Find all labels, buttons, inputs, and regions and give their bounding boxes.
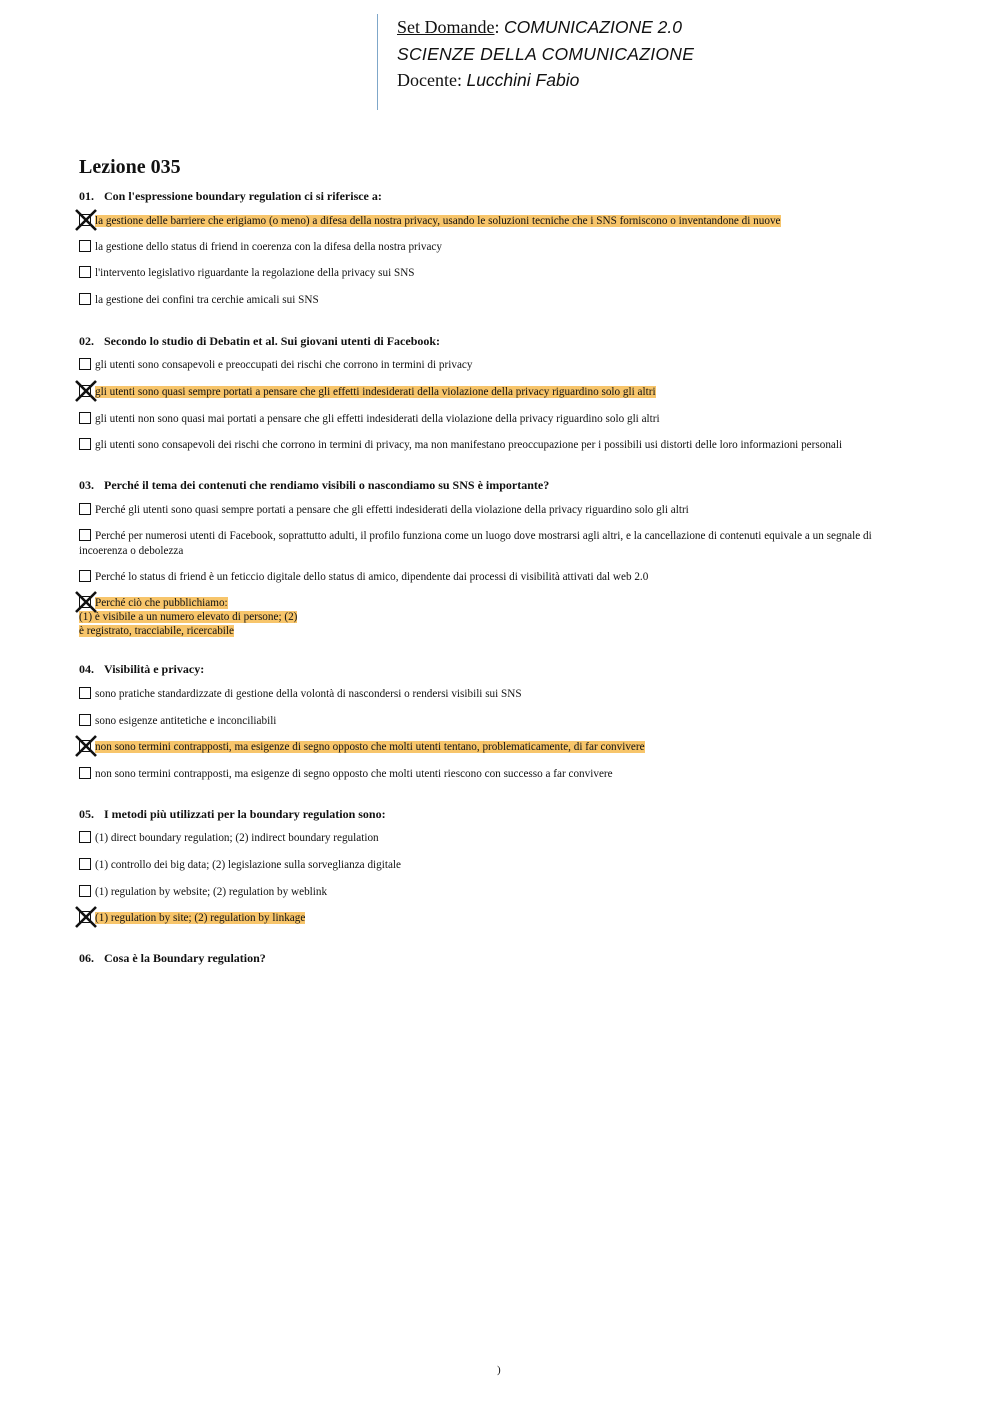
teacher-name: Lucchini Fabio [466,70,580,90]
option-text: gli utenti sono consapevoli e preoccupati dei rischi che corrono in termini di privacy [95,359,473,371]
option-text: Perché per numerosi utenti di Facebook, soprattutto adulti, il profilo funziona come un luogo dove mostrarsi agli altri, e la cancellazione di contenuti equivale a un segnale di incoerenza o debolezza [79,530,872,557]
checkbox-checked[interactable] [79,911,91,923]
option-text: gli utenti non sono quasi mai portati a pensare che gli effetti indesiderati della violazione della privacy riguardino solo gli altri [95,413,660,425]
question-number: 01. [79,189,94,203]
lesson-title: Lezione 035 [79,156,181,178]
option-04-c[interactable] [79,740,645,755]
question-text: Secondo lo studio di Debatin et al. Sui giovani utenti di Facebook: [104,334,441,348]
option-05-c[interactable] [79,885,327,900]
question-text: Cosa è la Boundary regulation? [104,951,266,965]
cross-mark-icon [75,591,97,613]
option-03-c[interactable] [79,570,648,585]
checkbox[interactable] [79,240,91,252]
option-text: (1) regulation by website; (2) regulation by weblink [95,886,328,898]
option-02-c[interactable] [79,412,660,427]
cross-mark-icon [75,209,97,231]
question-text: Con l'espressione boundary regulation ci si riferisce a: [104,189,382,203]
option-text: (1) controllo dei big data; (2) legislazione sulla sorveglianza digitale [95,859,402,871]
checkbox[interactable] [79,767,91,779]
option-text: sono pratiche standardizzate di gestione della volontà di nascondersi o rendersi visibili sui SNS [95,688,522,700]
question-set-line: Set Domande: COMUNICAZIONE 2.0 [397,17,682,37]
document-header [377,14,777,110]
question-number: 03. [79,478,94,492]
checkbox[interactable] [79,266,91,278]
question-text: Perché il tema dei contenuti che rendiamo visibili o nascondiamo su SNS è importante? [104,478,550,492]
question-06 [79,951,910,966]
option-text: (1) direct boundary regulation; (2) indirect boundary regulation [95,832,379,844]
cross-mark-icon [75,906,97,928]
checkbox[interactable] [79,412,91,424]
checkbox[interactable] [79,293,91,305]
question-text: Visibilità e privacy: [104,662,205,676]
option-text: (1) regulation by site; (2) regulation by linkage [95,912,306,924]
checkbox-checked[interactable] [79,385,91,397]
option-02-d[interactable] [79,438,842,453]
teacher-label: Docente: [397,70,462,90]
option-01-b[interactable] [79,240,442,255]
option-04-b[interactable] [79,714,276,729]
option-text: Perché gli utenti sono quasi sempre portati a pensare che gli effetti indesiderati della violazione della privacy riguardino solo gli altri [95,504,689,516]
checkbox[interactable] [79,529,91,541]
option-text: gli utenti sono consapevoli dei rischi che corrono in termini di privacy, ma non manifestano preoccupazione per i possibili usi distorti delle loro informazioni personali [95,439,843,451]
option-text-line1: Perché ciò che pubblichiamo: [95,597,228,609]
option-03-b[interactable] [79,529,909,559]
option-01-a[interactable] [79,214,781,229]
checkbox[interactable] [79,858,91,870]
option-05-d[interactable] [79,911,305,926]
option-text: gli utenti sono quasi sempre portati a pensare che gli effetti indesiderati della violazione della privacy riguardino solo gli altri [95,386,656,398]
option-03-d[interactable] [79,596,297,638]
teacher-line [397,67,777,94]
option-text: non sono termini contrapposti, ma esigenze di segno opposto che molti utenti tentano, problematicamente, di far convivere [95,741,645,753]
option-text: l'intervento legislativo riguardante la regolazione della privacy sui SNS [95,267,415,279]
option-03-a[interactable] [79,503,689,518]
checkbox[interactable] [79,831,91,843]
option-text: sono esigenze antitetiche e inconciliabili [95,715,277,727]
checkbox[interactable] [79,570,91,582]
question-05 [79,807,910,822]
option-05-b[interactable] [79,858,401,873]
option-text-line3: è registrato, tracciabile, ricercabile [79,625,234,637]
question-04 [79,662,910,677]
option-05-a[interactable] [79,831,379,846]
checkbox[interactable] [79,687,91,699]
checkbox-checked[interactable] [79,740,91,752]
question-03 [79,478,910,493]
question-text: I metodi più utilizzati per la boundary regulation sono: [104,807,386,821]
checkbox[interactable] [79,885,91,897]
question-set-value: COMUNICAZIONE 2.0 [504,17,682,37]
option-04-a[interactable] [79,687,522,702]
option-04-d[interactable] [79,767,613,782]
option-01-c[interactable] [79,266,415,281]
cross-mark-icon [75,380,97,402]
option-text: non sono termini contrapposti, ma esigenze di segno opposto che molti utenti riescono con successo a far convivere [95,768,613,780]
cross-mark-icon [75,735,97,757]
question-number: 02. [79,334,94,348]
option-text-line2: (1) è visibile a un numero elevato di persone; (2) [79,611,298,623]
option-01-d[interactable] [79,293,319,308]
option-text: la gestione dello status di friend in coerenza con la difesa della nostra privacy [95,241,442,253]
page-footer: ) [497,1364,501,1376]
option-02-a[interactable] [79,358,472,373]
question-number: 06. [79,951,94,965]
question-number: 04. [79,662,94,676]
checkbox[interactable] [79,438,91,450]
question-number: 05. [79,807,94,821]
checkbox[interactable] [79,358,91,370]
checkbox-checked[interactable] [79,596,91,608]
course-line [397,41,777,68]
checkbox[interactable] [79,714,91,726]
course-name: SCIENZE DELLA COMUNICAZIONE [397,43,695,64]
option-text: la gestione delle barriere che erigiamo (o meno) a difesa della nostra privacy, usando le soluzioni tecniche che i SNS forniscono o inventandone di nuove [95,215,781,227]
question-set-label: Set Domande [397,17,495,37]
checkbox-checked[interactable] [79,214,91,226]
question-01 [79,189,910,204]
option-text: la gestione dei confini tra cerchie amicali sui SNS [95,294,319,306]
option-02-b[interactable] [79,385,656,400]
option-text: Perché lo status di friend è un feticcio digitale dello status di amico, dipendente dai processi di visibilità attivati dal web 2.0 [95,571,649,583]
question-02 [79,334,910,349]
checkbox[interactable] [79,503,91,515]
